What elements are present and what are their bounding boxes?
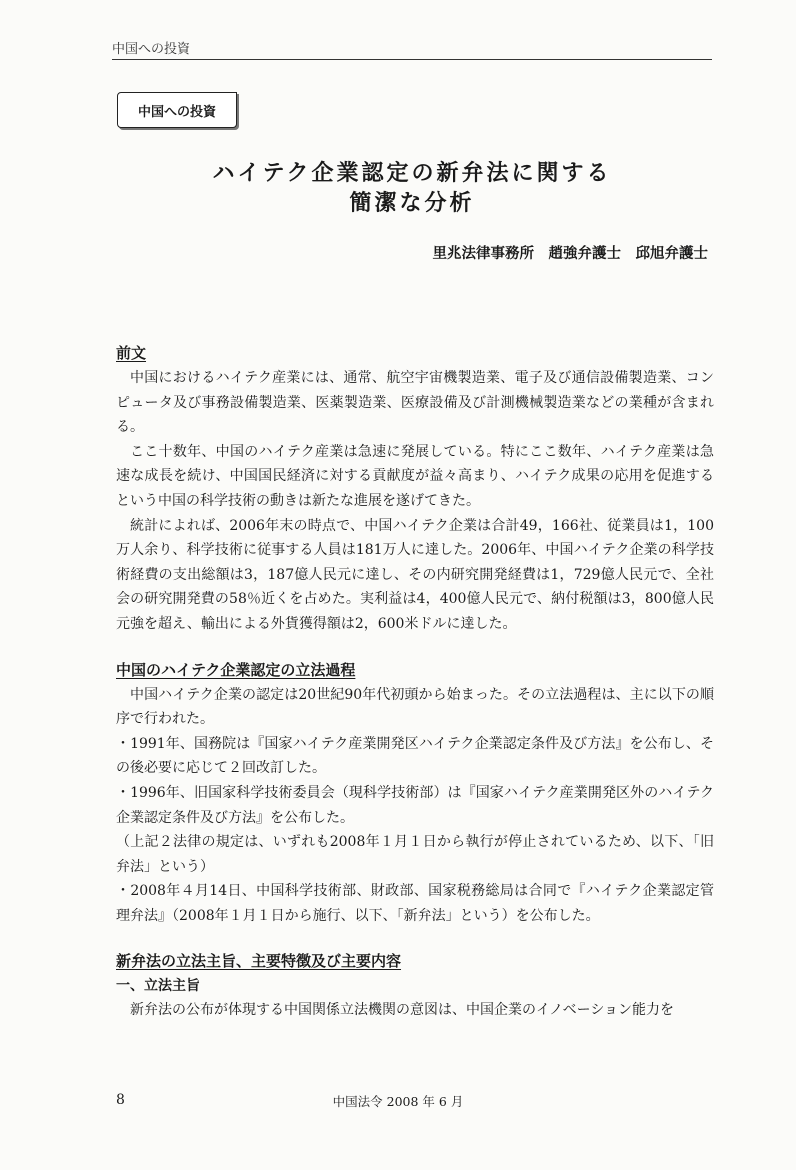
publication-footer: 中国法令 2008 年 6 月	[332, 1094, 464, 1109]
running-header: 中国への投資	[112, 42, 191, 57]
legislation-bullet-1: ・1991年、国務院は『国家ハイテク産業開発区ハイテク企業認定条件及び方法』を公布し、その後必要に応じて２回改訂した。	[116, 735, 714, 777]
section-heading-preface: 前文	[116, 344, 147, 362]
preface-paragraph-1: 中国におけるハイテク産業には、通常、航空宇宙機製造業、電子及び通信設備製造業、コンピュータ及び事務設備製造業、医薬製造業、医療設備及び計測機械製造業などの業種が含まれる。	[116, 370, 714, 436]
spacer	[116, 928, 714, 948]
author-byline: 里兆法律事務所 趙強弁護士 邱旭弁護士	[432, 246, 708, 262]
header-rule	[112, 59, 712, 60]
legislation-bullet-3: ・2008年４月14日、中国科学技術部、財政部、国家税務総局は合同で『ハイテク企業認定管理弁法』（2008年１月１日から施行、以下、「新弁法」という）を公布した。	[116, 883, 714, 924]
category-tag: 中国への投資	[117, 92, 237, 128]
legislation-paragraph-1: 中国ハイテク企業の認定は20世紀90年代初頭から始まった。その立法過程は、主に以下の順序で行われた。	[116, 686, 714, 728]
article-title-line2: 簡潔な分析	[349, 191, 475, 216]
section-heading-legislation: 中国のハイテク企業認定の立法過程	[116, 660, 356, 679]
article-title-line1: ハイテク企業認定の新弁法に関する	[212, 161, 612, 186]
legislation-note: （上記２法律の規定は、いずれも2008年１月１日から執行が停止されているため、以下、「旧弁法」という）	[116, 834, 714, 875]
article-body	[116, 340, 714, 1023]
spacer	[116, 637, 714, 657]
subsection-heading-purpose: 一、立法主旨	[116, 978, 200, 995]
section-heading-new-law: 新弁法の立法主旨、主要特徴及び主要内容	[116, 952, 402, 971]
legislation-bullet-2: ・1996年、旧国家科学技術委員会（現科学技術部）は『国家ハイテク産業開発区外のハイテク企業認定条件及び方法』を公布した。	[116, 784, 714, 826]
new-law-paragraph-1: 新弁法の公布が体現する中国関係立法機関の意図は、中国企業のイノベーション能力を	[130, 1002, 675, 1019]
preface-paragraph-2: ここ十数年、中国のハイテク産業は急速に発展している。特にここ数年、ハイテク産業は急速な成長を続け、中国国民経済に対する貢献度が益々高まり、ハイテク成果の応用を促進するという中国の科学技術の動きは新たな進展を遂げてきた。	[116, 443, 714, 509]
preface-paragraph-3: 統計によれば、2006年末の時点で、中国ハイテク企業は合計49，166社、従業員は1，100万人余り、科学技術に従事する人員は181万人に達した。2006年、中国ハイテク企業の科学技術経費の支出総額は3，187億人民元に達し、その内研究開発経費は1，729億人民元で、全社会の研究開発費の58％近くを占めた。実利益は4，400億人民元で、納付税額は3，800億人民元強を超え、輸出による外貨獲得額は2，600米ドルに達した。	[116, 517, 714, 632]
page-number: 8	[116, 1092, 125, 1108]
